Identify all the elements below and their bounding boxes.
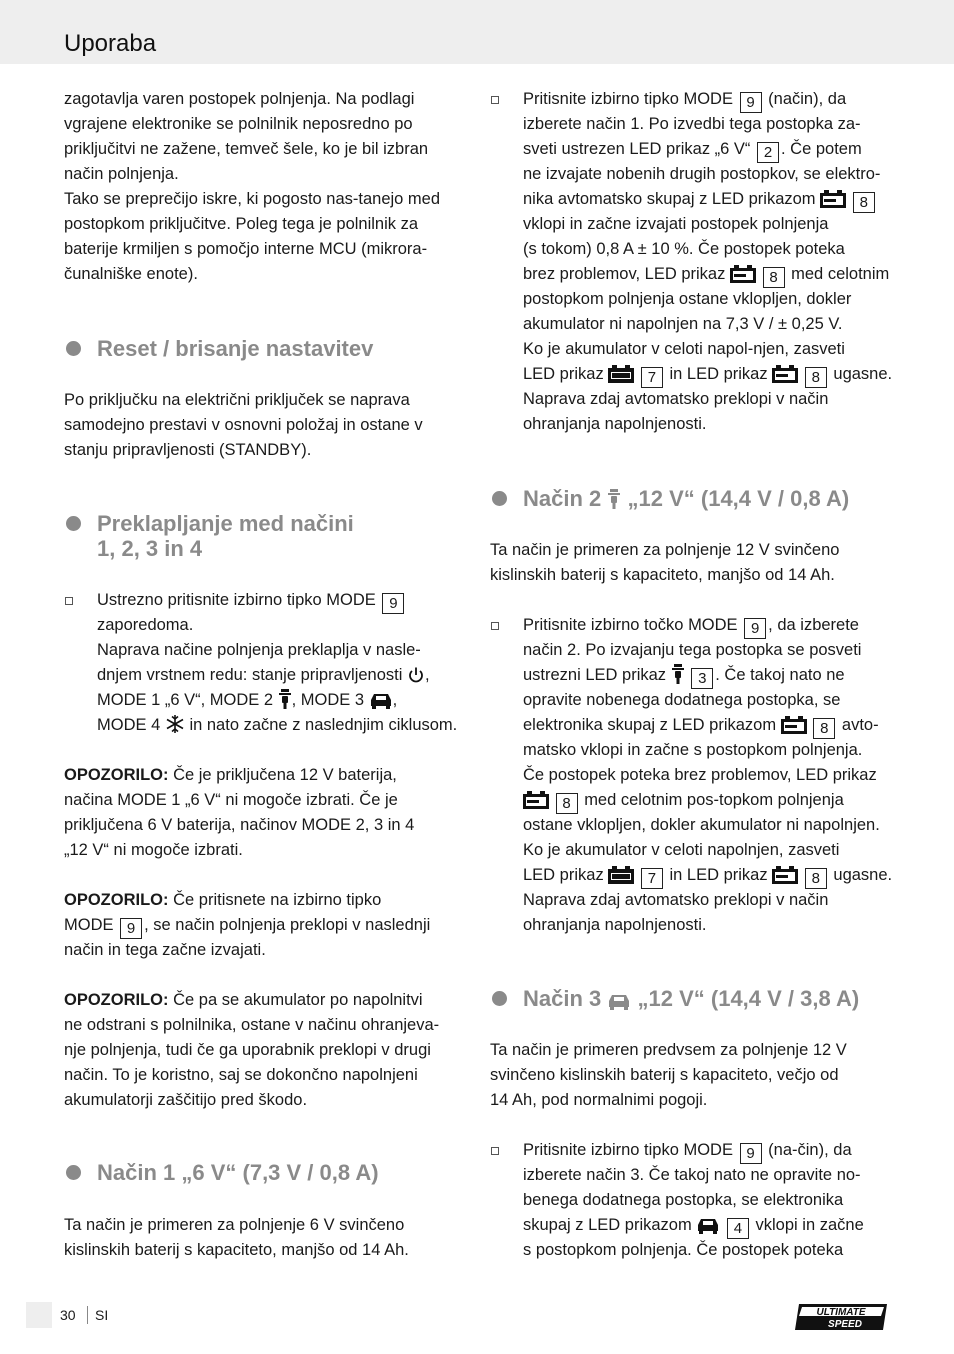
motorbike-icon	[607, 488, 621, 510]
ref-led-charging: 8	[813, 718, 835, 739]
battery-charging-icon	[523, 791, 549, 809]
heading-bullet	[492, 991, 507, 1006]
mode1-step: Pritisnite izbirno tipko MODE 9 (način), da izberete način 1. Po izvedbi tega postopka za- sveti ustrezen LED prikaz „6 V“ 2 . Če potem ne izvajate nobenih drugih postopkov, se elektro- nika avtomatsko skupaj z LED prikazom 8 vklopi in začne izvajati postopek polnjenja (s tokom) 0,8 A ± 10 %. Če postopek poteka brez problemov, LED prikaz 8 med celotnim postopkom polnjenja ostane vklopljen, dokler akumulator ni napolnjen na 7,3 V / ± 0,25 V. Ko je akumulator v celoti napol-njen, zasveti LED prikaz 7 in LED prikaz 8 ugasne. Naprava zdaj avtomatsko preklopi v način ohranjanja napolnjenosti.	[490, 87, 892, 437]
mode3-heading: Način 3 „12 V“ (14,4 V / 3,8 A)	[490, 986, 859, 1011]
switch-modes-step: Ustrezno pritisnite izbirno tipko MODE 9 zaporedoma. Naprava načine polnjenja preklaplja v nasle- dnjem vrstnem redu: stanje pripravljenosti , MODE 1 „6 V“, MODE 2 , MODE 3 , MODE 4 in nato začne z naslednjim ciklusom.	[64, 588, 457, 738]
ref-led-6v: 2	[757, 142, 779, 163]
mode1-paragraph: Ta način je primeren za polnjenje 6 V svinčeno kislinskih baterij s kapaciteto, manjšo od 14 Ah.	[64, 1216, 409, 1259]
snowflake-icon	[165, 714, 185, 734]
intro-paragraph: zagotavlja varen postopek polnjenja. Na podlagi vgrajene elektronike se polnilnik neposredno po priključitvi ne zažene, temveč šele, ko je bil izbran način polnjenja. Tako se preprečijo iskre, ki pogosto nas-tanejo med postopkom priključitve. Poleg tega je polnilnik za baterije krmiljen s pomočjo interne MCU (mikrora- čunalniške enote).	[64, 90, 441, 283]
ref-led-mode3: 4	[727, 1218, 749, 1239]
checkbox-bullet-icon	[491, 1147, 499, 1155]
battery-charging-icon	[820, 190, 846, 208]
switch-modes-heading: Preklapljanje med načini 1, 2, 3 in 4	[64, 511, 354, 561]
mode3-step: Pritisnite izbirno tipko MODE 9 (na-čin), da izberete način 3. Če takoj nato ne opravite no- benega dodatnega postopka, se elektronika skupaj z LED prikazom 4 vklopi in začne s postopkom polnjenja. Če postopek poteka	[490, 1138, 864, 1263]
ref-led-charging: 8	[805, 868, 827, 889]
ref-led-charging: 8	[556, 793, 578, 814]
battery-charging-icon	[730, 265, 756, 283]
checkbox-bullet-icon	[491, 96, 499, 104]
svg-text:SPEED: SPEED	[828, 1319, 862, 1330]
motorbike-icon	[278, 689, 292, 709]
warning-2: OPOZORILO: Če pritisnete na izbirno tipko MODE 9 , se način polnjenja preklopi v naslednji način in tega začne izvajati.	[64, 891, 431, 959]
ref-mode-button: 9	[740, 92, 762, 113]
battery-charging-icon	[781, 716, 807, 734]
right-column	[490, 0, 894, 1354]
ref-led-charging: 8	[853, 192, 875, 213]
battery-charging-icon	[772, 365, 798, 383]
warning-1: OPOZORILO: Če je priključena 12 V baterija, načina MODE 1 „6 V“ ni mogoče izbrati. Če je priključena 6 V baterija, načinov MODE 2, 3 in 4 „12 V“ ni mogoče izbrati.	[64, 766, 415, 859]
mode1-heading: Način 1 „6 V“ (7,3 V / 0,8 A)	[64, 1160, 379, 1185]
ref-mode-button: 9	[382, 593, 404, 614]
battery-full-icon	[608, 866, 634, 884]
reset-paragraph: Po priključku na električni priključek se naprava samodejno prestavi v osnovni položaj in ostane v stanju pripravljenosti (STANDBY).	[64, 391, 423, 459]
ref-led-mode2: 3	[691, 668, 713, 689]
car-icon	[607, 992, 631, 1010]
ref-led-charging: 8	[763, 267, 785, 288]
page-number: 30	[60, 1307, 76, 1323]
heading-bullet	[66, 1165, 81, 1180]
ref-led-full: 7	[641, 367, 663, 388]
car-icon	[696, 1216, 720, 1234]
reset-heading: Reset / brisanje nastavitev	[64, 336, 373, 361]
checkbox-bullet-icon	[491, 622, 499, 630]
ref-mode-button: 9	[740, 1143, 762, 1164]
mode3-paragraph: Ta način je primeren predvsem za polnjenje 12 V svinčeno kislinskih baterij s kapaciteto, večjo od 14 Ah, pod normalnimi pogoji.	[490, 1041, 847, 1109]
heading-bullet	[492, 491, 507, 506]
power-icon	[407, 666, 425, 684]
battery-full-icon	[608, 365, 634, 383]
motorbike-icon	[671, 664, 685, 684]
footer-divider	[87, 1306, 88, 1324]
ref-led-full: 7	[641, 868, 663, 889]
mode2-heading: Način 2 „12 V“ (14,4 V / 0,8 A)	[490, 486, 849, 511]
warning-label: OPOZORILO:	[64, 766, 169, 784]
battery-charging-icon	[772, 866, 798, 884]
page-title: Uporaba	[64, 30, 157, 57]
svg-text:ULTIMATE: ULTIMATE	[816, 1307, 866, 1318]
ref-mode-button: 9	[744, 618, 766, 639]
heading-bullet	[66, 341, 81, 356]
checkbox-bullet-icon	[65, 597, 73, 605]
language-code: SI	[95, 1307, 109, 1323]
warning-label: OPOZORILO:	[64, 891, 169, 909]
warning-label: OPOZORILO:	[64, 991, 169, 1009]
footer-marker	[26, 1302, 52, 1328]
ultimate-speed-logo	[793, 1302, 889, 1332]
warning-3: OPOZORILO: Če pa se akumulator po napolnitvi ne odstrani s polnilnika, ostane v načinu ohranjeva- nje polnjenja, tudi če ga uporabnik preklopi v drugi način. To je koristno, saj se dokončno napolnjeni akumulatorji zaščitijo pred škodo.	[64, 991, 440, 1109]
ref-mode-button: 9	[120, 918, 142, 939]
heading-bullet	[66, 516, 81, 531]
ref-led-charging: 8	[805, 367, 827, 388]
mode2-step: Pritisnite izbirno točko MODE 9 , da izberete način 2. Po izvajanju tega postopka se posveti ustrezni LED prikaz 3 . Če takoj nato ne opravite nobenega dodatnega postopka, se elektronika skupaj z LED prikazom 8 avto- matsko vklopi in začne s postopkom polnjenja. Če postopek poteka brez problemov, LED prikaz 8 med celotnim pos-topkom polnjenja ostane vklopljen, dokler akumulator ni napolnjen. Ko je akumulator v celoti napolnjen, zasveti LED prikaz 7 in LED prikaz 8 ugasne. Naprava zdaj avtomatsko preklopi v način ohranjanja napolnjenosti.	[490, 613, 892, 938]
left-column	[64, 0, 466, 1354]
mode2-paragraph: Ta način je primeren za polnjenje 12 V svinčeno kislinskih baterij s kapaciteto, manjšo od 14 Ah.	[490, 541, 840, 584]
car-icon	[369, 691, 393, 709]
